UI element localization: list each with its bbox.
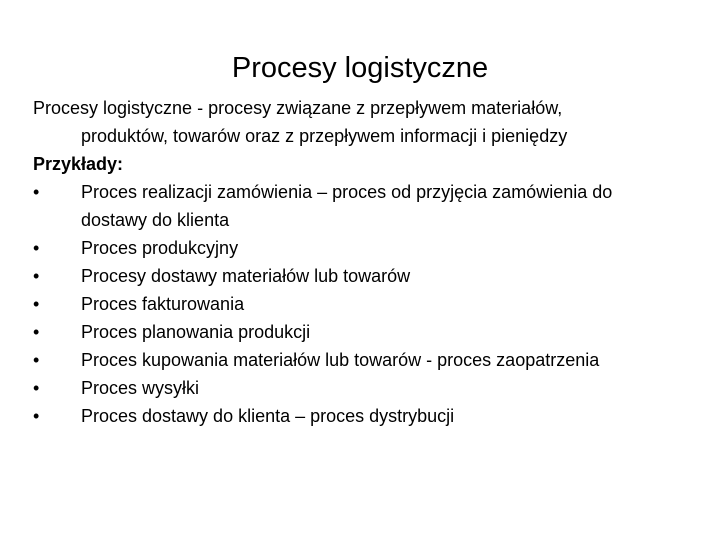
bullet-icon: •	[33, 294, 40, 314]
list-item	[33, 402, 713, 430]
list-item-text-continuation: dostawy do klienta	[81, 210, 230, 230]
slide-body	[33, 94, 713, 430]
definition-continuation: produktów, towarów oraz z przepływem informacji i pieniędzy	[81, 126, 568, 146]
examples-heading: Przykłady:	[33, 154, 124, 174]
list-item	[33, 346, 713, 374]
bullet-icon: •	[33, 378, 40, 398]
list-item-text: Procesy dostawy materiałów lub towarów	[81, 266, 411, 286]
bullet-icon: •	[33, 182, 40, 202]
bullet-icon: •	[33, 406, 40, 426]
list-item-text: Proces planowania produkcji	[81, 322, 311, 342]
list-item	[33, 318, 713, 346]
list-item	[33, 374, 713, 402]
list-item	[33, 178, 713, 234]
examples-list	[33, 178, 713, 430]
bullet-icon: •	[33, 322, 40, 342]
bullet-icon: •	[33, 238, 40, 258]
bullet-icon: •	[33, 266, 40, 286]
bullet-icon: •	[33, 350, 40, 370]
list-item	[33, 290, 713, 318]
list-item	[33, 234, 713, 262]
definition-paragraph	[33, 94, 713, 150]
list-item	[33, 262, 713, 290]
list-item-text: Proces fakturowania	[81, 294, 245, 314]
list-item-text: Proces dostawy do klienta – proces dystrybucji	[81, 406, 455, 426]
definition-text: - procesy związane z przepływem materiałów,	[192, 98, 563, 118]
slide-title: Procesy logistyczne	[231, 52, 489, 84]
list-item-text: Proces kupowania materiałów lub towarów - proces zaopatrzenia	[81, 350, 600, 370]
definition-term: Procesy logistyczne	[33, 98, 193, 118]
list-item-text: Proces produkcyjny	[81, 238, 239, 258]
list-item-text: Proces realizacji zamówienia – proces od przyjęcia zamówienia do	[81, 182, 613, 202]
list-item-text: Proces wysyłki	[81, 378, 200, 398]
